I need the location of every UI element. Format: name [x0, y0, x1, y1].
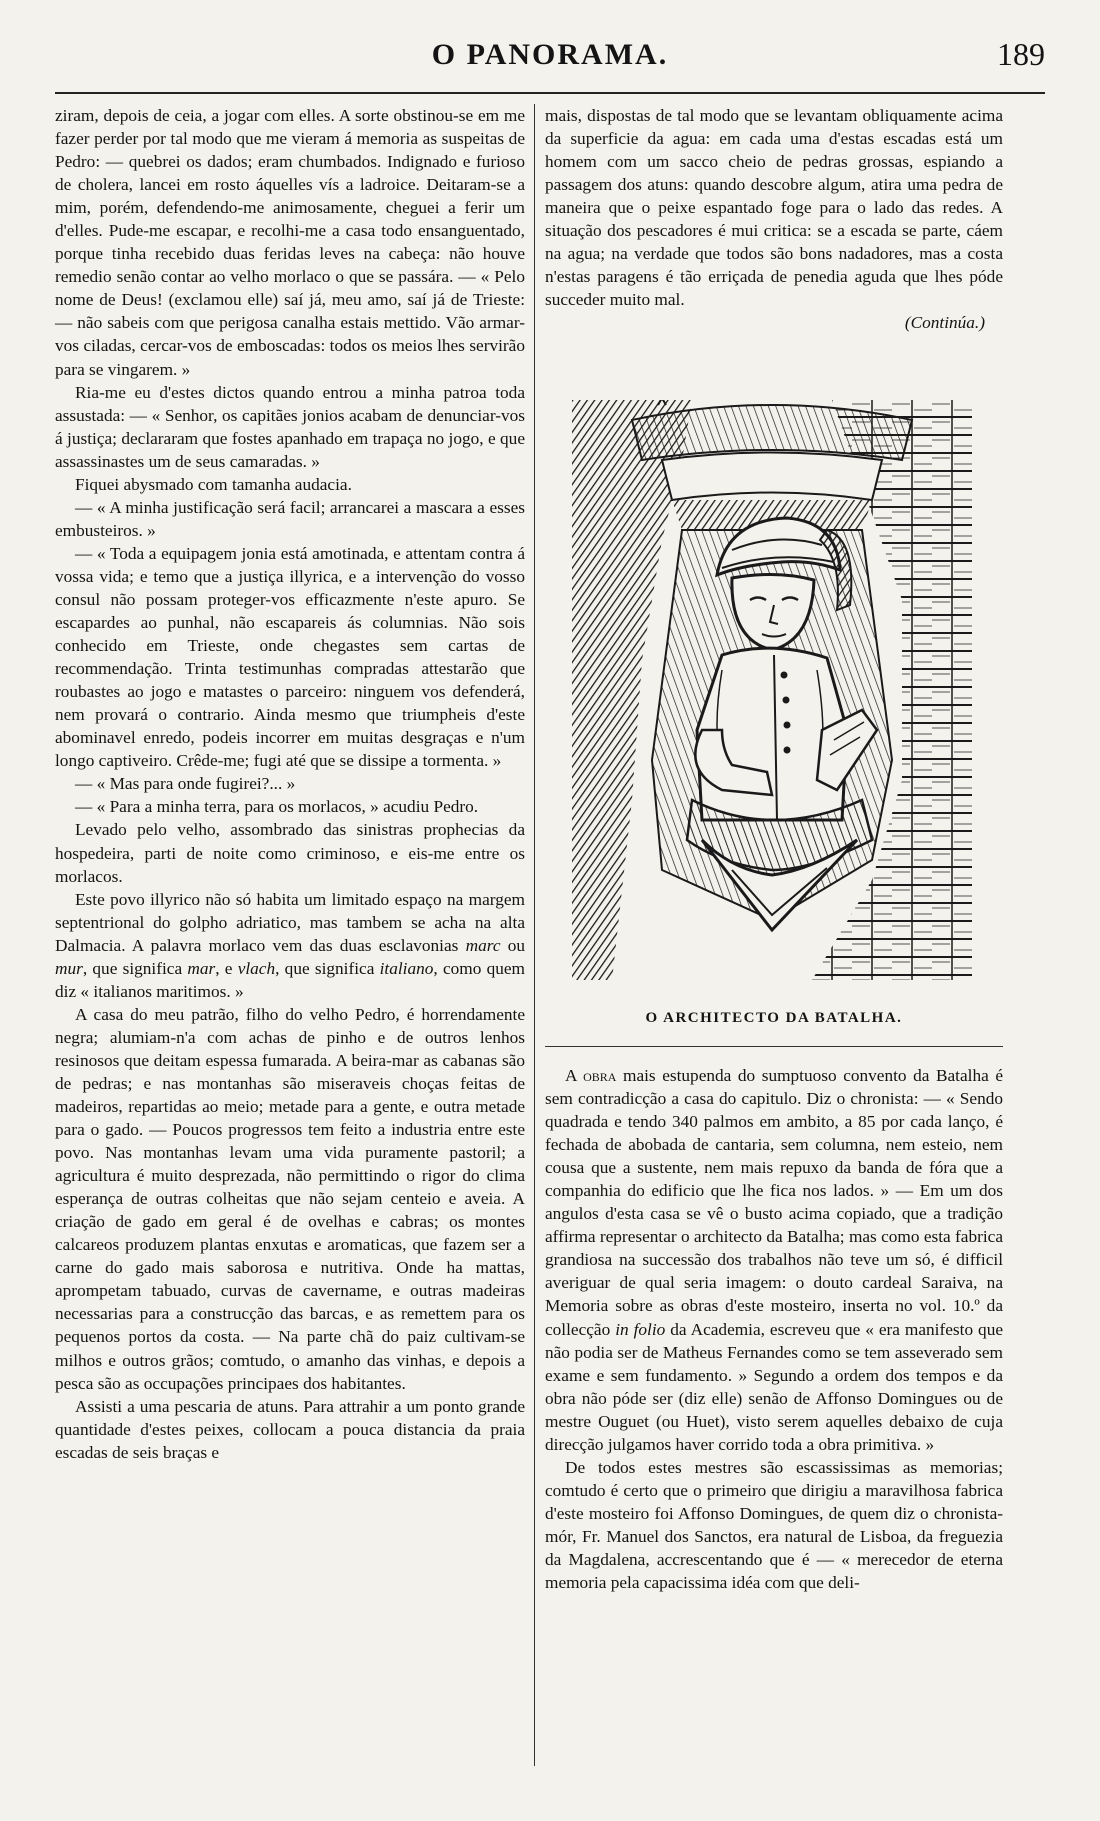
paragraph: — « Toda a equipagem jonia está amotinada, e attentam contra á vossa vida; e temo que a justiça illyrica, e a intervenção do vosso consul não possam proteger-vos efficazmente n'este apuro. Se escapardes ao punhal, não escapareis ás columnias. Não sois conhecido em Trieste, onde chegastes sem cartas de recommendação. Trinta testimunhas compradas attestarão que roubastes ao jogo e matastes o parceiro: ninguem vos defenderá, nem provará o contrario. Ainda mesmo que triumpheis d'este abominavel enredo, podeis incorrer em muitas desgraças e n'um longo captiveiro. Crêde-me; fugi até que se dissipe a tormenta. »: [55, 543, 525, 771]
header-rule: [55, 92, 1045, 94]
paragraph: Levado pelo velho, assombrado das sinistras prophecias da hospedeira, parti de noite como criminoso, e eis-me entre os morlacos.: [55, 820, 525, 886]
text-run: mais estupenda do sumptuoso convento da Batalha é sem contradicção a casa do capitulo. Diz o chronista: — « Sendo quadrada e tendo 340 palmos em ambito, a 85 por cada lanço, é fechada de abobada de cantaria, sem columna, nem esteio, nem cousa que a sustente, nem mais repuxo da banda de fóra que a companhia do edificio que lhe fica nos lados. » — Em um dos angulos d'esta casa se vê o busto acima copiado, que a tradição affirma representar o architecto da Batalha; mas como esta fabrica grandiosa na successão dos trabalhos não teve um só, é difficil averiguar de qual seria imagem: o douto cardeal Saraiva, na Memoria sobre as obras d'este mosteiro, inserta no vol. 10.º da collecção: [545, 1066, 1003, 1339]
figure-caption: O ARCHITECTO DA BATALHA.: [645, 1010, 903, 1026]
paragraph: Fiquei abysmado com tamanha audacia.: [75, 474, 352, 494]
right-column-bottom: [545, 1064, 1003, 1594]
text-run: ou: [500, 935, 526, 955]
text-run: , como quem diz « italianos maritimos. »: [55, 958, 525, 1001]
italic-term: vlach: [237, 958, 276, 978]
page-number: 189: [997, 36, 1045, 72]
paragraph: — « Para a minha terra, para os morlacos, » acudiu Pedro.: [75, 797, 479, 817]
paragraph: ziram, depois de ceia, a jogar com elles. A sorte obstinou-se em me fazer perder por tal modo que me vieram á memoria as suspeitas de Pedro: — quebrei os dados; eram chumbados. Indignado e furioso de cholera, lancei em rosto áquelles vís a ladroice. Deitaram-se a mim, porém, defendendo-me animosamente, cheguei a ferir um d'elles. Pude-me escapar, e recolhi-me a casa todo ensanguentado, porque tinha recebido duas feridas leves na cabeça: não houve remedio senão contar ao velho morlaco o que se passára. — « Pelo nome de Deus! (exclamou elle) saí já, meu amo, saí já de Trieste: — não sabeis com que perigosa canalha estais mettido. Vão armar-vos ciladas, cercar-vos de emboscadas: todos os meios lhes servirão para se vingarem. »: [55, 106, 525, 379]
paragraph: — « A minha justificação será facil; arrancarei a mascara a esses embusteiros. »: [55, 497, 525, 540]
italic-term: marc: [465, 935, 501, 955]
text-run: , que significa: [82, 958, 188, 978]
text-run: , que significa: [275, 958, 380, 978]
italic-term: mar: [187, 958, 216, 978]
paragraph: mais, dispostas de tal modo que se levantam obliquamente acima da superficie da agua: em cada uma d'estas escadas está um homem com um sacco cheio de pedras grossas, espiando a passagem dos atuns: quando descobre algum, atira uma pedra de maneira que o peixe espantado foge para o lado das redes. A situação dos pescadores é mui critica: se a escada se parte, cáem na agua; na verdade que todos são bons nadadores, mas a costa n'estas paragens é tão erriçada de penedia aguda que lhes póde succeder muito mal.: [545, 106, 1003, 310]
page-header: [55, 38, 1045, 88]
paragraph: Ria-me eu d'estes dictos quando entrou a minha patroa toda assustada: — « Senhor, os capitães jonios acabam de denunciar-vos á justiça; declararam que fostes apanhado em trapaça no jogo, e que assassinastes um de seus camaradas. »: [55, 382, 525, 471]
paragraph: [55, 888, 525, 1003]
woodcut-drawing: [572, 400, 972, 980]
text-run: , e: [215, 958, 238, 978]
paragraph: A casa do meu patrão, filho do velho Pedro, é horrendamente negra; alumiam-n'a com achas de pinho e de outros lenhos resinosos que deitam espessa fumarada. A beira-mar as cabanas são de pedras; e nas montanhas são miseraveis choças feitas de madeiros, repartidas ao meio; metade para a gente, e outra metade para o gado. — Poucos progressos tem feito a industria entre este povo. Nas montanhas levam uma vida puramente pastoril; a agricultura é muito desprezada, não permittindo o rigor do clima esperança de outras colheitas que não sejam centeio e aveia. A criação de gado em geral é de ovelhas e cabras; os montes calcareos produzem plantas enxutas e aromaticas, que fazem ser a carne do gado mais saborosa e nutritiva. Onde ha mattas, aprompetam tabuado, curvas de cavername, e outras madeiras necessarias para a construcção das barcas, e as remettem para os pequenos portos da costa. — Na parte chã do paiz cultivam-se milhos e outros grãos; comtudo, o amanho das vinhas, e depois a pesca são as occupações principaes dos habitantes.: [55, 1004, 525, 1393]
paragraph: Assisti a uma pescaria de atuns. Para attrahir a um ponto grande quantidade d'estes peixes, collocam a pouca distancia da praia escadas de seis braças e: [55, 1396, 525, 1462]
left-column: [55, 104, 525, 1464]
right-column-top: [545, 104, 1003, 334]
italic-term: in folio: [615, 1319, 666, 1339]
running-title: O PANORAMA.: [431, 38, 669, 71]
paragraph: De todos estes mestres são escassissimas as memorias; comtudo é certo que o primeiro que dirigiu a maravilhosa fabrica d'este mosteiro foi Affonso Domingues, de quem diz o chronista-mór, Fr. Manuel dos Sanctos, era natural de Lisboa, da freguezia da Magdalena, accrescentando que é — « merecedor de eterna memoria pela capacissima idéa com que deli-: [545, 1457, 1003, 1593]
continued-note: (Continúa.): [904, 313, 985, 333]
italic-term: italiano: [379, 958, 434, 978]
caption-rule: [545, 1046, 1003, 1047]
text-run: Este povo illyrico não só habita um limitado espaço na margem septentrional do golpho adriatico, mas tambem se acha na alta Dalmacia. A palavra morlaco vem das duas esclavonias: [55, 889, 525, 955]
column-divider: [534, 104, 535, 1766]
paragraph: — « Mas para onde fugirei?... »: [75, 774, 296, 794]
lead-words: A obra: [565, 1066, 617, 1085]
italic-term: mur: [55, 958, 83, 978]
text-run: da Academia, escreveu que « era manifesto que não podia ser de Matheus Fernandes como se tem asseverado sem exame e sem fundamento. » Segundo a ordem dos tempos e da obra não póde ser (diz elle) senão de Affonso Domingues ou de mestre Ouguet (ou Huet), visto serem aquelles debaixo de cuja direcção julgamos haver corrido toda a obra primitiva. »: [545, 1319, 1003, 1454]
architect-woodcut-illustration: [572, 400, 972, 980]
paragraph: [545, 1064, 1003, 1456]
